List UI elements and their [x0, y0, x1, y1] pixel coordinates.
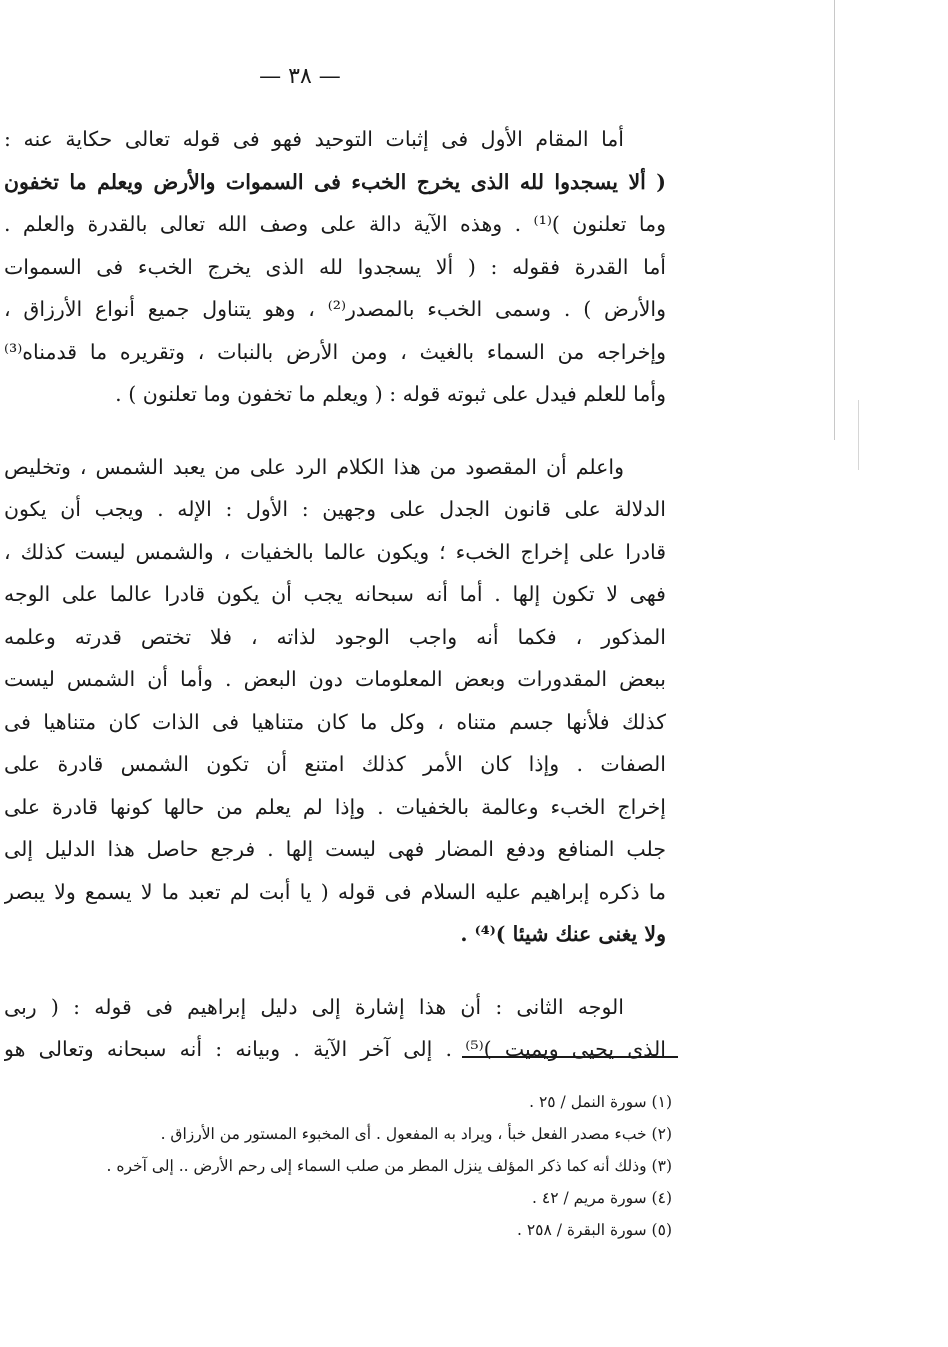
page-number: — ٣٨ —: [259, 64, 341, 89]
footnote: (٥) سورة البقرة / ٢٥٨ .: [516, 1221, 672, 1239]
text-line: الدلالة على قانون الجدل على وجهين : الأول : الإله . ويجب أن يكون: [4, 497, 666, 521]
footnote-divider: [462, 1056, 678, 1058]
text-line: وإخراجه من السماء بالغيث ، ومن الأرض بالنبات ، وتقريره ما قدمناه⁽³⁾: [4, 339, 666, 364]
text-line: المذكور ، فكما أنه واجب الوجود لذاته ، فلا تختص قدرته وعلمه: [4, 624, 666, 649]
text-line: ولا يغنى عنك شيئا )⁽⁴⁾ .: [460, 922, 666, 946]
scan-artifact-mark: [858, 400, 859, 470]
text-line: قادرا على إخراج الخبء ؛ ويكون عالما بالخفيات ، والشمس ليست كذلك ،: [4, 539, 666, 564]
footnote: (٢) خبء مصدر الفعل خبأ ، ويراد به المفعول . أى المخبوء المستور من الأرزاق .: [160, 1125, 672, 1143]
text-line: الذى يحيى ويميت )⁽⁵⁾ . إلى آخر الآية . وبيانه : أنه سبحانه وتعالى هو: [4, 1037, 666, 1061]
footnote: (١) سورة النمل / ٢٥ .: [529, 1093, 672, 1111]
paragraph-gap: [4, 956, 666, 986]
text-line: ما ذكره إبراهيم عليه السلام فى قوله ( يا أبت لم تعبد ما لا يسمع ولا يبصر: [4, 879, 666, 904]
text-line: أما المقام الأول فى إثبات التوحيد فهو فى قوله تعالى حكاية عنه :: [4, 127, 624, 151]
scan-artifact-line: [834, 0, 835, 440]
paragraph-gap: [4, 416, 666, 446]
text-line: كذلك فلأنها جسم متناه ، وكل ما كان متناهيا فى الذات كان متناهيا فى: [4, 709, 666, 734]
text-line: ( ألا يسجدوا لله الذى يخرج الخبء فى السموات والأرض ويعلم ما تخفون: [4, 169, 666, 194]
text-line: واعلم أن المقصود من هذا الكلام الرد على من يعبد الشمس ، وتخليص: [4, 454, 624, 479]
text-line: الوجه الثانى : أن هذا إشارة إلى دليل إبراهيم فى قوله : ( ربى: [4, 994, 624, 1019]
footnote: (٤) سورة مريم / ٤٢ .: [532, 1189, 672, 1207]
text-line: الصفات . وإذا كان الأمر كذلك امتنع أن تكون الشمس قادرة على: [4, 752, 666, 776]
main-text: [4, 118, 666, 1071]
text-line: فهى لا تكون إلها . أما أنه سبحانه يجب أن يكون قادرا عالما على الوجه: [4, 582, 666, 606]
footnotes: [20, 1086, 672, 1246]
text-line: أما القدرة فقوله : ( ألا يسجدوا لله الذى يخرج الخبء فى السموات: [4, 254, 666, 279]
text-line: وأما للعلم فيدل على ثبوته قوله : ( ويعلم ما تخفون وما تعلنون ) .: [115, 382, 666, 406]
text-line: وما تعلنون )⁽¹⁾ . وهذه الآية دالة على وصف الله تعالى بالقدرة والعلم .: [4, 212, 666, 236]
text-line: جلب المنافع ودفع المضار فهى ليست إلها . فرجع حاصل هذا الدليل إلى: [4, 837, 666, 861]
text-line: ببعض المقدورات وبعض المعلومات دون البعض . وأما أن الشمس ليست: [4, 667, 666, 691]
text-line: إخراج الخبء وعالمة بالخفيات . وإذا لم يعلم من حالها كونها قادرة على: [4, 794, 666, 819]
text-line: والأرض ) . وسمى الخبء بالمصدر⁽²⁾ ، وهو يتناول جميع أنواع الأرزاق ،: [4, 297, 666, 321]
footnote: (٣) وذلك أنه كما ذكر المؤلف ينزل المطر من صلب السماء إلى رحم الأرض .. إلى آخره .: [106, 1157, 672, 1175]
